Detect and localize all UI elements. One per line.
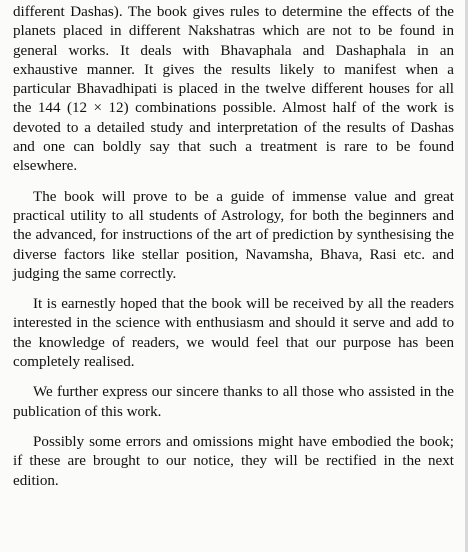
paragraph-book-value: The book will prove to be a guide of immense value and great practical utility to all students of Astrology, for both the beginners and the advanced, for instructions of the art of prediction by synthesising the diverse factors like stellar position, Navamsha, Bhava, Rasi etc. and judging the same correctly. [13, 188, 454, 282]
paragraph-continuation: different Dashas). The book gives rules to determine the effects of the planets placed in different Nakshatras which are not to be found in general works. It deals with Bhavaphala and Dashaphala in an exhaustive manner. It gives the results likely to manifest when a particular Bhavadhipati is placed in the twelve different houses for all the 144 (12 × 12) combinations possible. Almost half of the work is devoted to a detailed study and interpretation of the results of Dashas and one can boldly say that such a treatment is rare to be found elsewhere. [13, 4, 454, 175]
paragraph-errata: Possibly some errors and omissions might have embodied the book; if these are brought to our notice, they will be rectified in the next edition. [13, 433, 454, 489]
paragraph-hope: It is earnestly hoped that the book will be received by all the readers interested in the science with enthusiasm and should it serve and add to the knowledge of readers, we would feel that our purpose has been completely realised. [13, 296, 454, 371]
document-body [13, 3, 454, 502]
paragraph-thanks: We further express our sincere thanks to all those who assisted in the publication of this work. [13, 384, 454, 420]
